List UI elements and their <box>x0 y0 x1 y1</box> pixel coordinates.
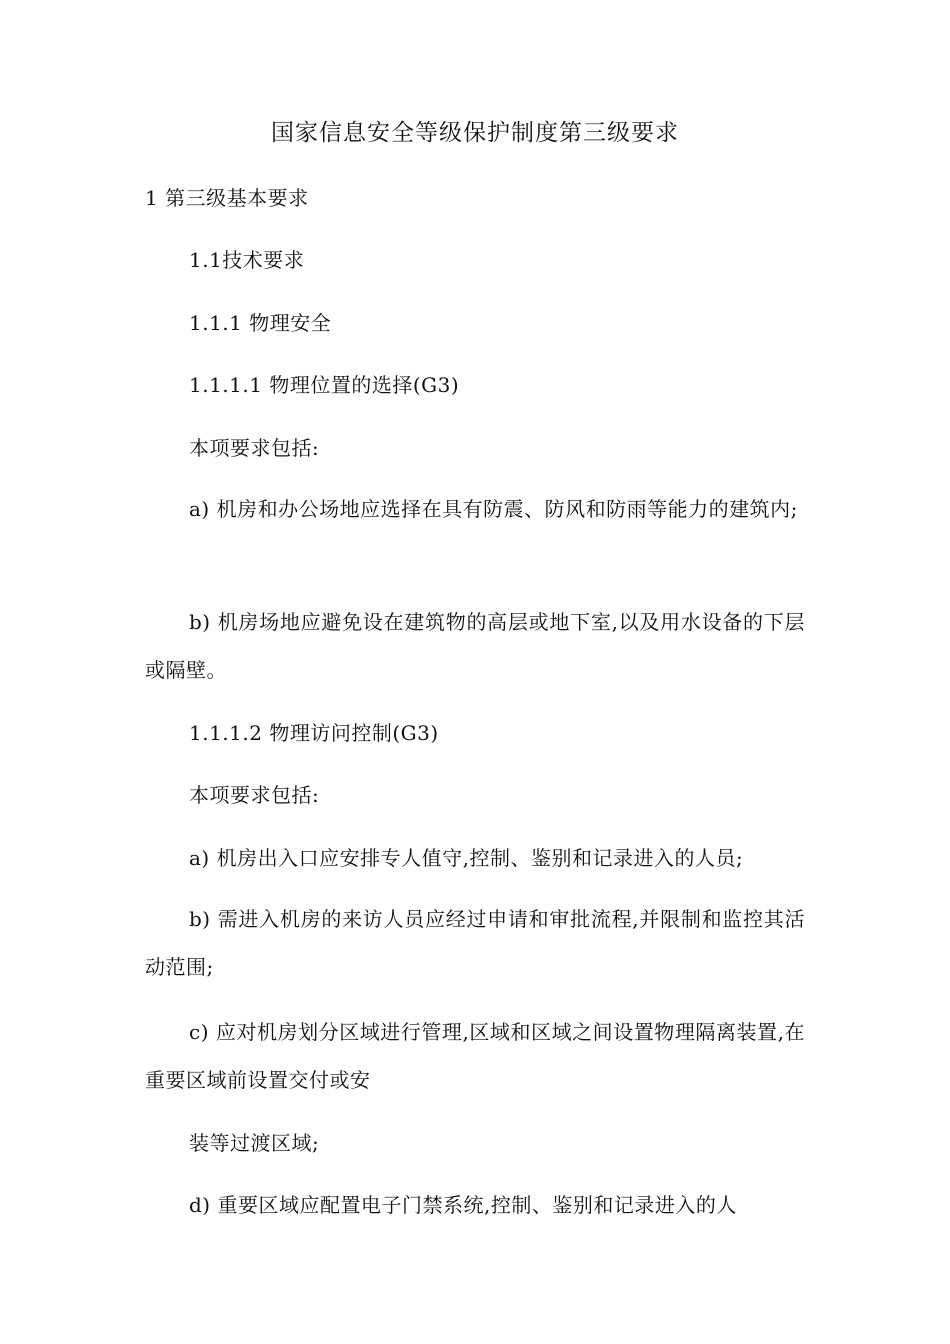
list-item: d) 重要区域应配置电子门禁系统,控制、鉴别和记录进入的人 <box>189 1193 737 1217</box>
clause-heading: 1.1.1.2 物理访问控制(G3) <box>189 721 439 745</box>
clause-heading: 1.1.1.1 物理位置的选择(G3) <box>189 373 460 397</box>
subsection-heading: 1.1技术要求 <box>189 248 305 272</box>
list-item: a) 机房和办公场地应选择在具有防震、防风和防雨等能力的建筑内; <box>189 497 798 521</box>
list-item: c) 应对机房划分区域进行管理,区域和区域之间设置物理隔离装置,在重要区域前设置交付或安 <box>145 1020 805 1092</box>
paragraph: 本项要求包括: <box>189 436 320 460</box>
section-heading: 1 第三级基本要求 <box>145 186 309 210</box>
paragraph: 本项要求包括: <box>189 783 320 807</box>
subsubsection-heading: 1.1.1 物理安全 <box>189 311 332 335</box>
list-item-continuation: 装等过渡区域; <box>189 1131 320 1155</box>
document-title: 国家信息安全等级保护制度第三级要求 <box>271 120 679 146</box>
list-item: a) 机房出入口应安排专人值守,控制、鉴别和记录进入的人员; <box>189 846 744 870</box>
list-item: b) 机房场地应避免设在建筑物的高层或地下室,以及用水设备的下层或隔壁。 <box>145 610 805 682</box>
list-item: b) 需进入机房的来访人员应经过申请和审批流程,并限制和监控其活动范围; <box>145 907 805 979</box>
